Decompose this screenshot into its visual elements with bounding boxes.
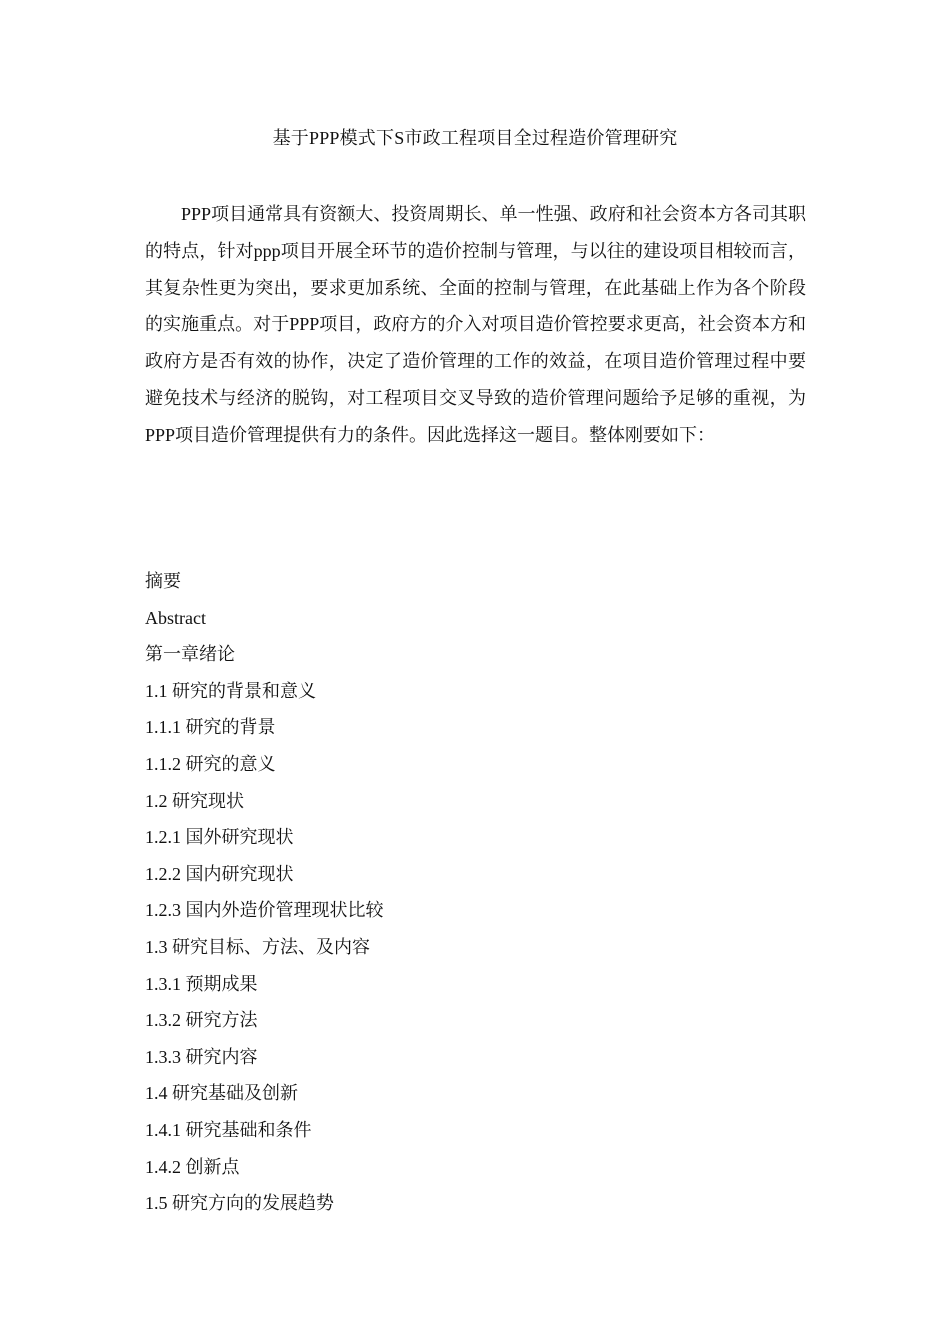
document-title: 基于PPP模式下S市政工程项目全过程造价管理研究 bbox=[272, 128, 678, 148]
intro-paragraph: PPP项目通常具有资额大、投资周期长、单一性强、政府和社会资本方各司其职的特点，针对ppp项目开展全环节的造价控制与管理，与以往的建设项目相较而言，其复杂性更为突出，要求更加系统、全面的控制与管理，在此基础上作为各个阶段的实施重点。对于PPP项目，政府方的介入对项目造价管控要求更高，社会资本方和政府方是否有效的协作，决定了造价管理的工作的效益，在项目造价管理过程中要避免技术与经济的脱钩，对工程项目交叉导致的造价管理问题给予足够的重视，为PPP项目造价管理提供有力的条件。因此选择这一题目。整体刚要如下： bbox=[145, 204, 806, 445]
toc-item-1-2: 1.2 研究现状 bbox=[145, 790, 244, 811]
toc-item-1-3-3: 1.3.3 研究内容 bbox=[145, 1046, 258, 1067]
toc-item-1-3-2: 1.3.2 研究方法 bbox=[145, 1010, 258, 1031]
toc-item-1-4-2: 1.4.2 创新点 bbox=[145, 1156, 240, 1177]
toc-item-1-5: 1.5 研究方向的发展趋势 bbox=[145, 1193, 334, 1214]
toc-item-1-2-3: 1.2.3 国内外造价管理现状比较 bbox=[145, 900, 384, 921]
table-of-contents bbox=[145, 563, 806, 1222]
toc-item-1-2-2: 1.2.2 国内研究现状 bbox=[145, 863, 294, 884]
toc-item-1-1: 1.1 研究的背景和意义 bbox=[145, 680, 316, 701]
toc-item-1-3: 1.3 研究目标、方法、及内容 bbox=[145, 936, 370, 957]
toc-item-1-1-2: 1.1.2 研究的意义 bbox=[145, 753, 276, 774]
toc-item-1-4: 1.4 研究基础及创新 bbox=[145, 1083, 298, 1104]
toc-item-1-2-1: 1.2.1 国外研究现状 bbox=[145, 827, 294, 848]
toc-item-abstract-en: Abstract bbox=[145, 607, 206, 628]
toc-item-1-3-1: 1.3.1 预期成果 bbox=[145, 973, 258, 994]
toc-item-abstract-cn: 摘要 bbox=[145, 571, 181, 591]
toc-item-1-4-1: 1.4.1 研究基础和条件 bbox=[145, 1119, 312, 1140]
toc-item-chapter-1: 第一章绪论 bbox=[145, 644, 235, 665]
toc-item-1-1-1: 1.1.1 研究的背景 bbox=[145, 717, 276, 738]
